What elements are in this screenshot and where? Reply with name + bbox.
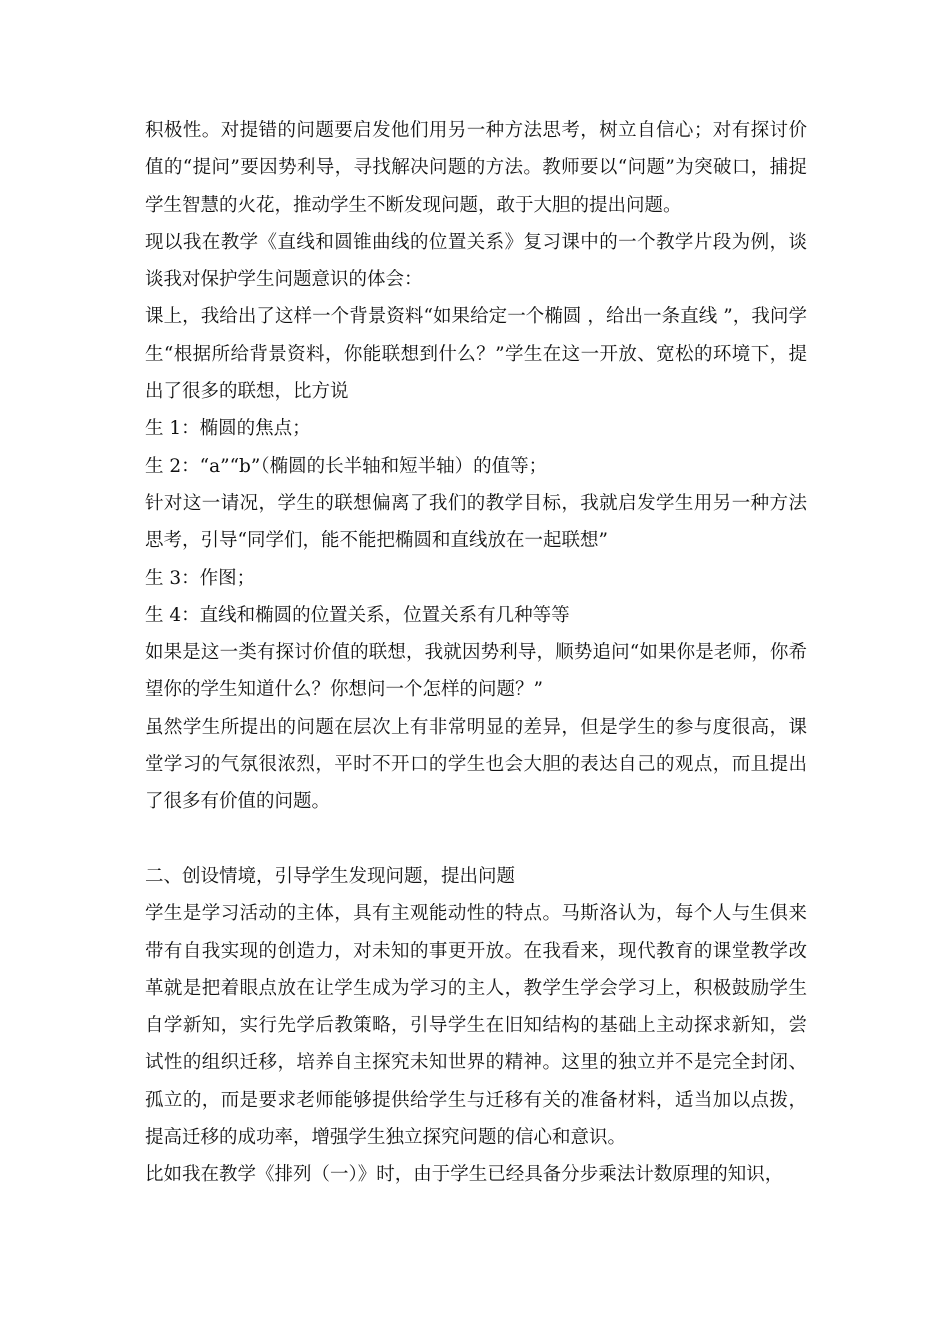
section-paragraph-1: 学生是学习活动的主体，具有主观能动性的特点。马斯洛认为，每个人与生俱来带有自我实现的创造力，对未知的事更开放。在我看来，现代教育的课堂教学改革就是把着眼点放在让学生成为学习的主人，教学生学会学习上，积极鼓励学生自学新知，实行先学后教策略，引导学生在旧知结构的基础上主动探求新知，尝试性的组织迁移，培养自主探究未知世界的精神。这里的独立并不是完全封闭、孤立的，而是要求老师能够提供给学生与迁移有关的准备材料，适当加以点拨，提高迁移的成功率，增强学生独立探究问题的信心和意识。 <box>145 903 807 1149</box>
paragraph-1: 积极性。对提错的问题要启发他们用另一种方法思考，树立自信心；对有探讨价值的“提问”要因势利导，寻找解决问题的方法。教师要以“问题”为突破口，捕捉学生智慧的火花，推动学生不断发现问题，敢于大胆的提出问题。 <box>145 120 807 216</box>
paragraph-2: 现以我在教学《直线和圆锥曲线的位置关系》复习课中的一个教学片段为例，谈谈我对保护学生问题意识的体会： <box>145 231 807 291</box>
paragraph-4: 生 1：椭圆的焦点； <box>145 418 311 440</box>
paragraph-3: 课上，我给出了这样一个背景资料“如果给定一个椭圆 ，给出一条直线 ”，我问学生“根据所给背景资料，你能联想到什么？”学生在这一开放、宽松的环境下，提出了很多的联想，比方说 <box>145 306 807 403</box>
paragraph-7: 生 3：作图； <box>145 567 256 589</box>
section-heading: 二、创设情境，引导学生发现问题，提出问题 <box>145 865 516 887</box>
section-paragraph-2: 比如我在教学《排列（一）》时，由于学生已经具备分步乘法计数原理的知识， <box>145 1164 784 1186</box>
paragraph-6: 针对这一请况，学生的联想偏离了我们的教学目标，我就启发学生用另一种方法思考，引导“同学们，能不能把椭圆和直线放在一起联想” <box>145 492 807 552</box>
paragraph-9: 如果是这一类有探讨价值的联想，我就因势利导，顺势追问“如果你是老师，你希望你的学生知道什么？你想问一个怎样的问题？” <box>145 642 807 701</box>
paragraph-8: 生 4：直线和椭圆的位置关系，位置关系有几种等等 <box>145 604 570 626</box>
document-body <box>145 112 807 1194</box>
paragraph-10: 虽然学生所提出的问题在层次上有非常明显的差异，但是学生的参与度很高，课堂学习的气氛很浓烈，平时不开口的学生也会大胆的表达自己的观点，而且提出了很多有价值的问题。 <box>145 716 807 813</box>
paragraph-5: 生 2：“a”“b”（椭圆的长半轴和短半轴）的值等； <box>145 455 548 477</box>
blank-line <box>145 821 807 858</box>
